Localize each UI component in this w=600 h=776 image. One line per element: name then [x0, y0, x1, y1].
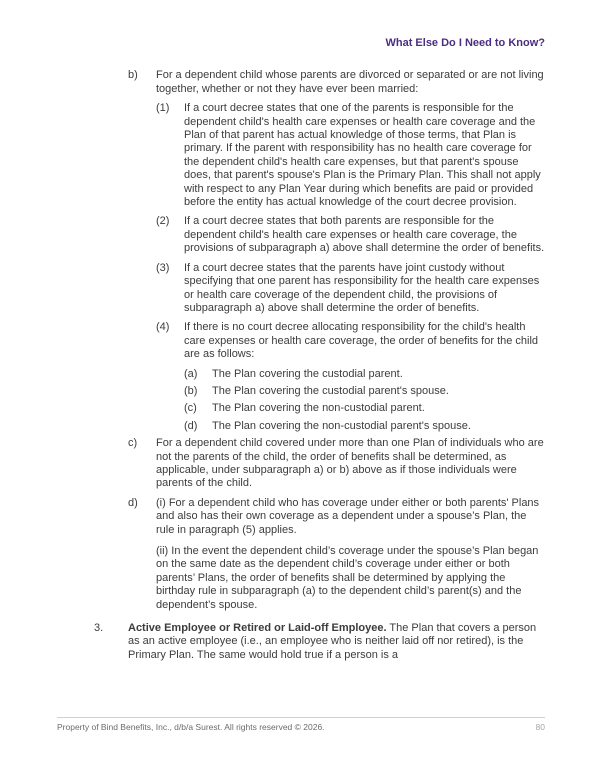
- list-item-4: [156, 321, 545, 361]
- list-item-c-text: For a dependent child covered under more than one Plan of individuals who are not the parents of the child, the order of benefits shall be determined, as applicable, under subparagraph a) or b) above as if those individuals were parents of the child.: [156, 437, 544, 490]
- list-item-4a: [184, 368, 545, 381]
- list-item-4d-label: (d): [184, 419, 198, 432]
- header-title: What Else Do I Need to Know?: [385, 37, 545, 49]
- list-item-3-sub: [156, 262, 545, 316]
- list-item-c-label: c): [128, 437, 138, 450]
- list-item-3-sub-text: If a court decree states that the parents have joint custody without specifying that one parent has responsibility for the health care expenses or health care coverage of the dependent child, the provisions of subparagraph a) above shall determine the order of benefits.: [184, 261, 540, 314]
- list-item-3-sub-label: (3): [156, 261, 170, 274]
- bold-lead-text: Active Employee or Retired or Laid-off Employee.: [128, 622, 387, 635]
- document-content: [94, 69, 545, 662]
- body-continuation-text: The Plan that covers a person as an active employee (i.e., an employee who is neither laid off nor retired), is the Primary Plan. The same would hold true if a person is a: [128, 622, 537, 661]
- list-item-1: [156, 102, 545, 209]
- list-item-d-label: d): [128, 496, 138, 509]
- list-item-numbered-3-label: 3.: [94, 622, 104, 635]
- list-item-d-text: [156, 497, 545, 612]
- list-item-4c-label: (c): [184, 402, 197, 415]
- list-item-b-label: b): [128, 69, 138, 82]
- list-item-4a-text: The Plan covering the custodial parent.: [212, 367, 403, 380]
- list-item-2-label: (2): [156, 215, 170, 228]
- list-item-2-text: If a court decree states that both parents are responsible for the dependent child's health care expenses or health care coverage, the provisions of subparagraph a) above shall determine the order of benefits.: [184, 215, 545, 255]
- footer-copyright: Property of Bind Benefits, Inc., d/b/a Surest. All rights reserved © 2026.: [57, 722, 325, 732]
- list-item-4b-text: The Plan covering the custodial parent's spouse.: [212, 384, 449, 397]
- footer-page-number: 80: [535, 722, 545, 732]
- paragraph-d-ii: (ii) In the event the dependent child’s coverage under the spouse’s Plan began on the same date as the dependent child’s coverage under either or both parents’ Plans, the order of benefits shall be determined by applying the birthday rule in subparagraph (a) to the dependent child’s parent(s) and the dependent’s spouse.: [156, 545, 539, 611]
- paragraph-d-i: (i) For a dependent child who has coverage under either or both parents' Plans and also has their own coverage as a dependent under a spouse’s Plan, the rule in paragraph (5) applies.: [156, 496, 540, 536]
- list-item-4c-text: The Plan covering the non-custodial parent.: [212, 402, 425, 415]
- list-item-numbered-3-text: [128, 622, 545, 662]
- list-item-4-label: (4): [156, 321, 170, 334]
- list-item-4d-text: The Plan covering the non-custodial parent's spouse.: [212, 419, 471, 432]
- list-item-4d: [184, 420, 545, 433]
- list-item-4b-label: (b): [184, 384, 198, 397]
- list-item-1-text: If a court decree states that one of the parents is responsible for the dependent child's health care expenses or health care coverage and the Plan of that parent has actual knowledge of those terms, that Plan is primary. If the parent with responsibility has no health care coverage for the dependent child's health care expenses, but that parent's spouse does, that parent's spouse's Plan is the Primary Plan. This shall not apply with respect to any Plan Year during which benefits are paid or provided before the entity has actual knowledge of the court decree provision.: [184, 102, 541, 209]
- list-item-c: [128, 437, 545, 491]
- list-item-2: [156, 215, 545, 255]
- list-item-b: [128, 69, 545, 96]
- list-item-4c: [184, 402, 545, 415]
- list-item-b-text: For a dependent child whose parents are divorced or separated or are not living together, whether or not they have ever been married:: [156, 69, 544, 95]
- list-item-1-label: (1): [156, 102, 170, 115]
- page-header: [0, 0, 545, 50]
- list-item-4a-label: (a): [184, 367, 198, 380]
- page-footer: [57, 717, 545, 732]
- list-item-numbered-3: [94, 622, 545, 662]
- list-item-d: [128, 497, 545, 612]
- list-item-4-text: If there is no court decree allocating responsibility for the child's health care expenses or health care coverage, the order of benefits for the child are as follows:: [184, 321, 539, 361]
- list-item-4b: [184, 385, 545, 398]
